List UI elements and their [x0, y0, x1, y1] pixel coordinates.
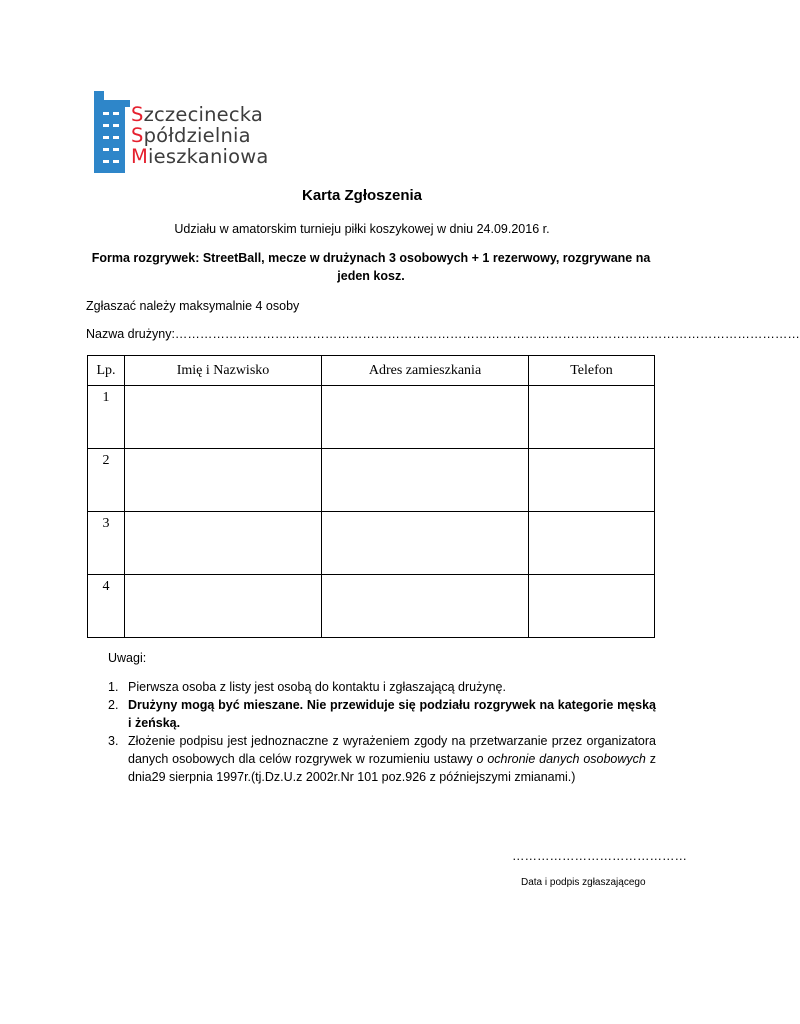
signature-label: Data i podpis zgłaszającego [521, 877, 646, 888]
name-cell[interactable] [125, 386, 322, 449]
address-cell[interactable] [322, 386, 529, 449]
list-item: 2. Drużyny mogą być mieszane. Nie przewiduje się podziału rozgrywek na kategorie męską i żeńską. [108, 698, 656, 730]
phone-cell[interactable] [529, 449, 655, 512]
header-name: Imię i Nazwisko [125, 356, 322, 386]
address-cell[interactable] [322, 575, 529, 638]
registration-table [87, 355, 655, 638]
notes-list [86, 670, 656, 786]
phone-cell[interactable] [529, 575, 655, 638]
table-row [88, 512, 655, 575]
header-lp: Lp. [88, 356, 125, 386]
form-title: Karta Zgłoszenia [301, 187, 423, 204]
form-subtitle: Udziału w amatorskim turnieju piłki koszykowej w dniu 24.09.2016 r. [174, 222, 550, 236]
table-row [88, 449, 655, 512]
header-address: Adres zamieszkania [322, 356, 529, 386]
list-item: 3. Złożenie podpisu jest jednoznaczne z wyrażeniem zgody na przetwarzanie przez organizatora danych osobowych dla celów rozgrywek w rozumieniu ustawy o ochronie danych osobowych z dnia29 sierpnia 1997r.(tj.Dz.U.z 2002r.Nr 101 poz.926 z późniejszymi zmianami.) [108, 734, 656, 784]
list-item: 1. Pierwsza osoba z listy jest osobą do kontaktu i zgłaszającą drużynę. [108, 680, 506, 694]
name-cell[interactable] [125, 449, 322, 512]
signature-line[interactable]: …………………………………… [512, 849, 687, 863]
name-cell[interactable] [125, 575, 322, 638]
player-limit: Zgłaszać należy maksymalnie 4 osoby [86, 299, 300, 313]
notes-heading: Uwagi: [108, 651, 147, 665]
header-phone: Telefon [529, 356, 655, 386]
logo-wordmark: Szczecinecka Spółdzielnia Mieszkaniowa [131, 103, 269, 168]
game-format: Forma rozgrywek: StreetBall, mecze w drużynach 3 osobowych + 1 rezerwowy, rozgrywane na jeden kosz. [91, 251, 651, 283]
table-row [88, 575, 655, 638]
table-row [88, 386, 655, 449]
phone-cell[interactable] [529, 512, 655, 575]
row-number: 2 [88, 449, 125, 512]
row-number: 3 [88, 512, 125, 575]
cooperative-logo [93, 90, 293, 175]
table-header-row [88, 356, 655, 386]
row-number: 4 [88, 575, 125, 638]
name-cell[interactable] [125, 512, 322, 575]
building-logo-icon [93, 90, 131, 174]
team-name-field[interactable]: Nazwa drużyny:…………………………………………………………………………………………………………………………………… [86, 327, 800, 341]
address-cell[interactable] [322, 449, 529, 512]
phone-cell[interactable] [529, 386, 655, 449]
address-cell[interactable] [322, 512, 529, 575]
row-number: 1 [88, 386, 125, 449]
